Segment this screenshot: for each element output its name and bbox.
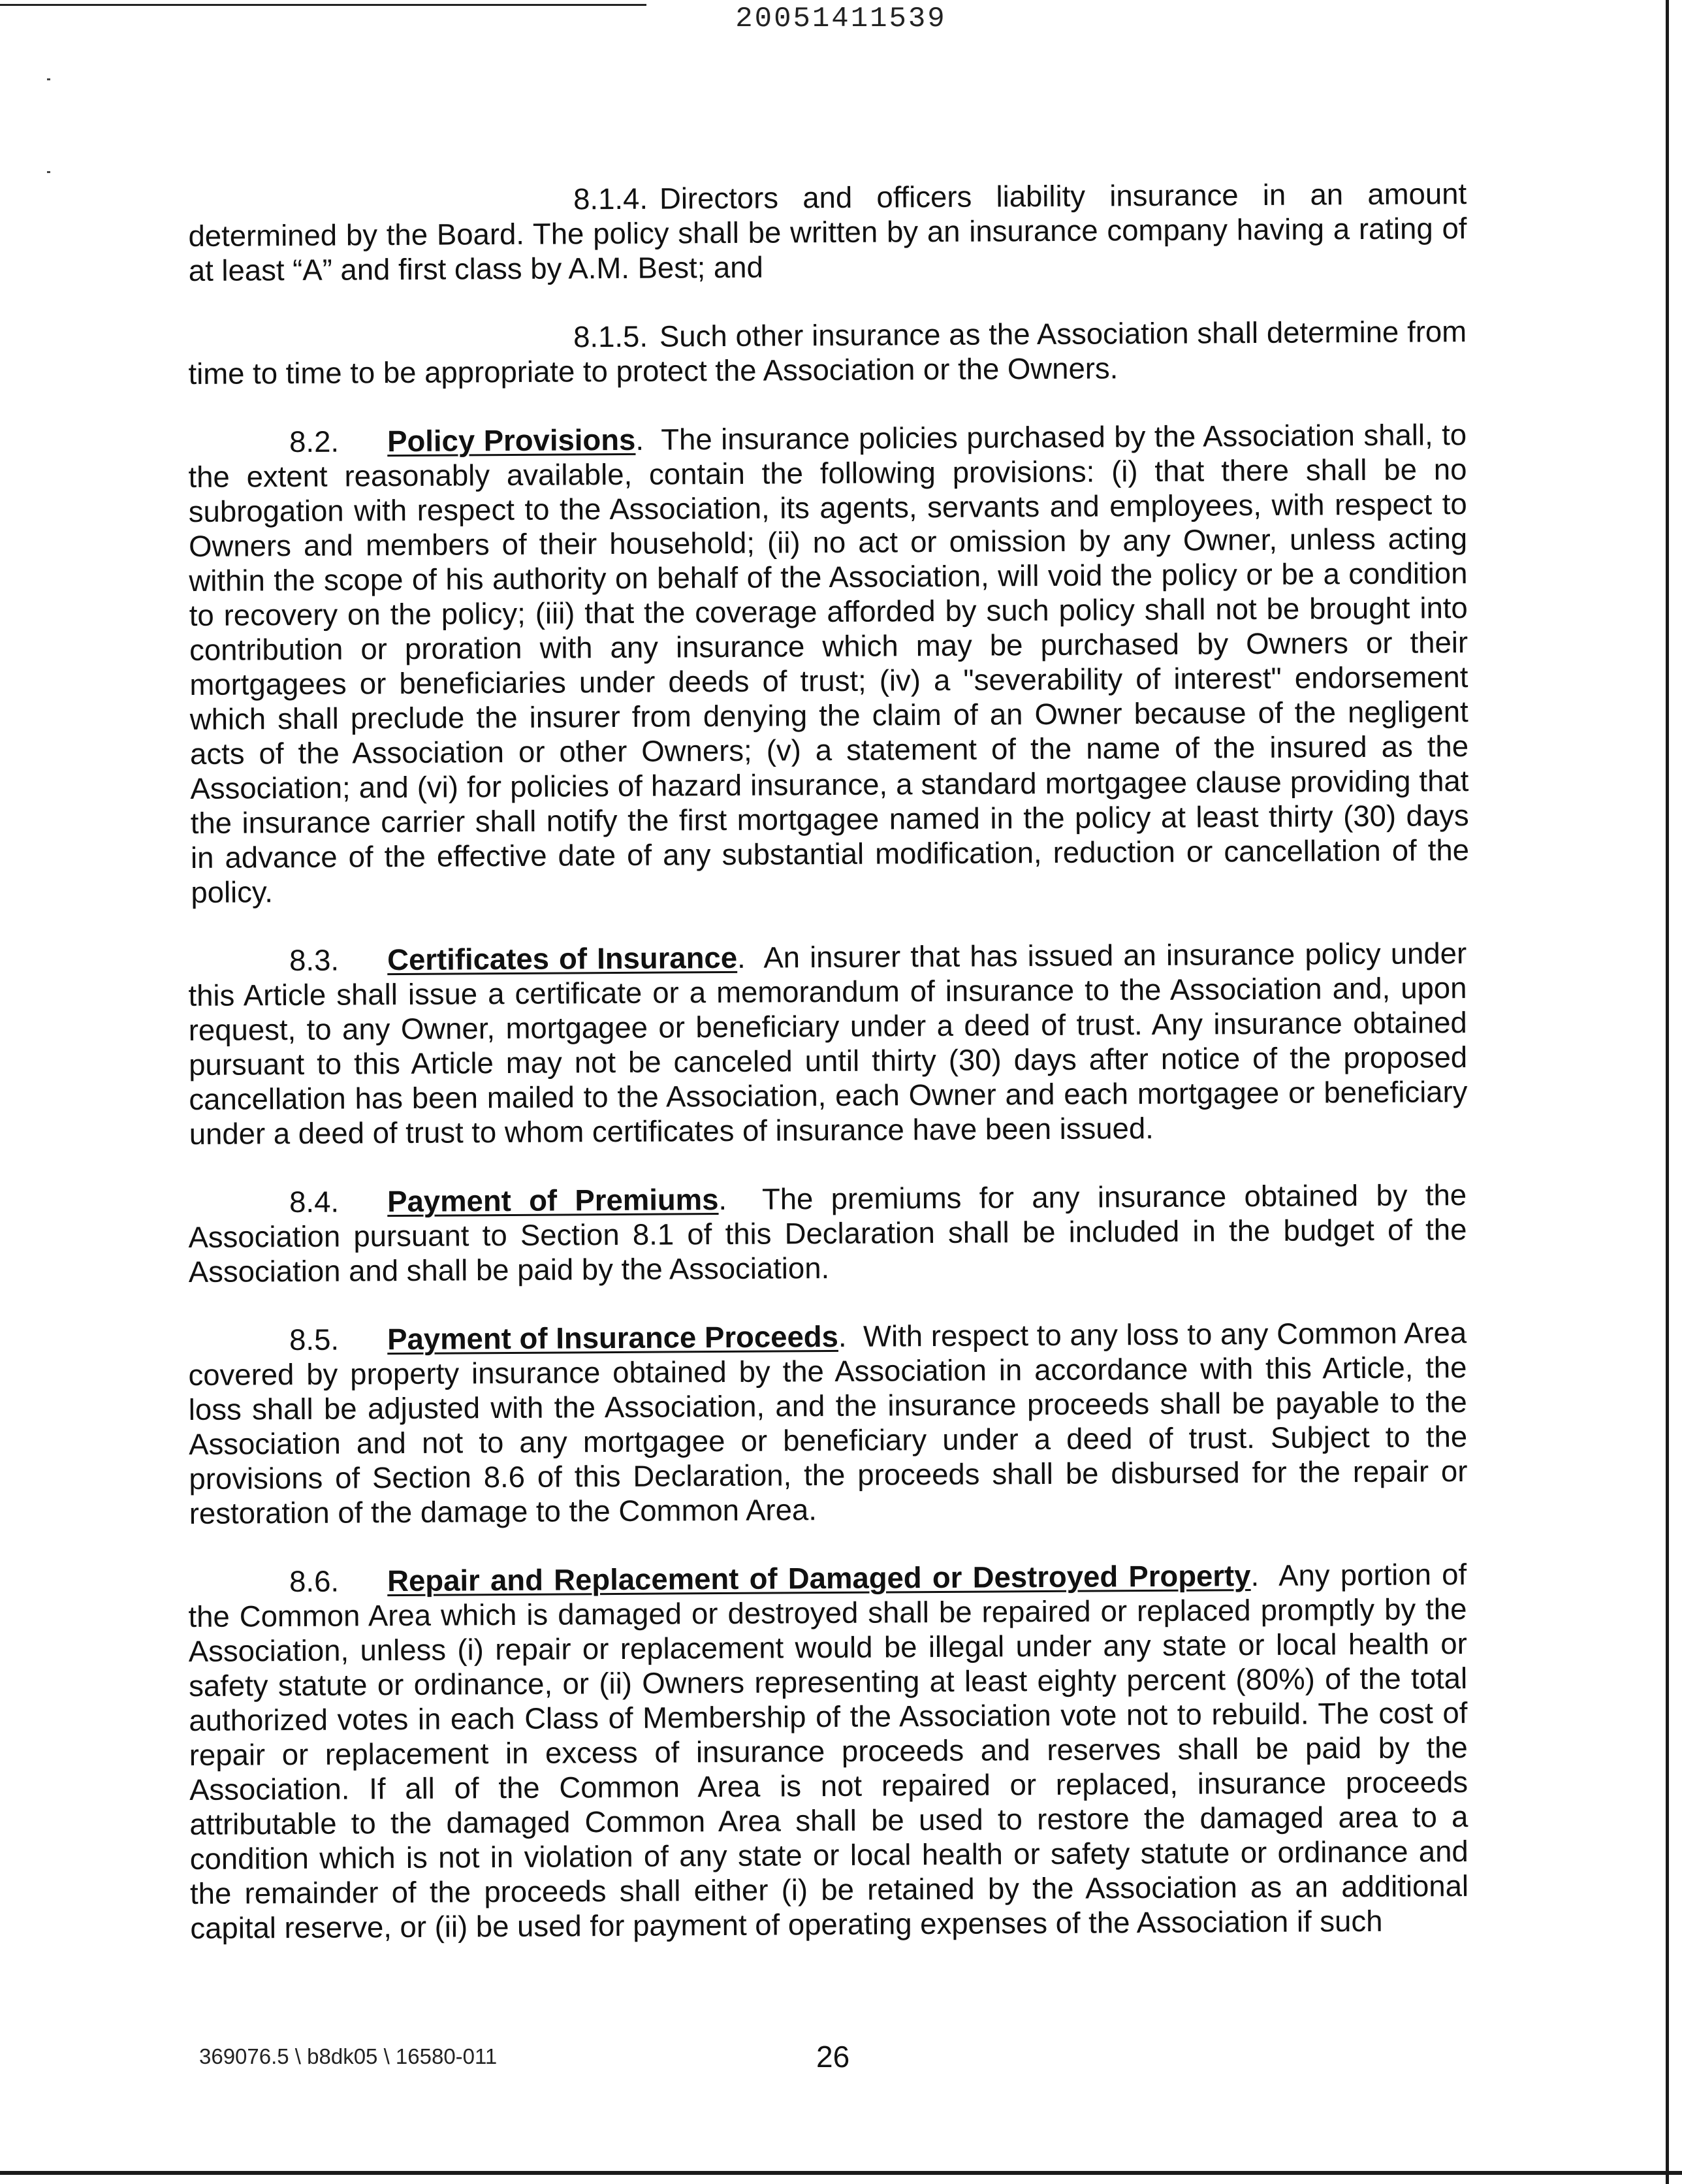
section-number: 8.6.: [289, 1564, 340, 1599]
paragraph-8-1-5: [188, 314, 1467, 391]
scan-speck: [47, 78, 50, 80]
section-8-4: 8.4. Payment of Premiums. The premiums for any insurance obtained by the Association pursuant to Section 8.1 of this Declaration shall be included in the budget of the Association and shall be paid by the Association.: [188, 1178, 1467, 1289]
section-8-3: 8.3. Certificates of Insurance. An insurer that has issued an insurance policy under this Article shall issue a certificate or a memorandum of insurance to the Association and, upon request, to any Owner, mortgagee or beneficiary under a deed of trust. Any insurance obtained pursuant to this Article may not be canceled until thirty (30) days after notice of the proposed cancellation has been mailed to the Association, each Owner and each mortgagee or beneficiary under a deed of trust to whom certificates of insurance have been issued.: [188, 937, 1468, 1151]
bottom-scan-edge: [0, 2171, 1682, 2175]
page-number: 26: [816, 2040, 850, 2074]
section-text: The insurance policies purchased by the Association shall, to the extent reasonably available, contain the following provisions: (i) that there shall be no subrogation with respect to the Association, its agents, servants and employees, with respect to Owners and members of their household; (ii) no act or omission by any Owner, unless acting within the scope of his authority on behalf of the Association, will void the policy or be a condition to recovery on the policy; (iii) that the coverage afforded by such policy shall not be brought into contribution or proration with any insurance which may be purchased by Owners or their mortgagees or beneficiaries under deeds of trust; (iv) a "severability of interest" endorsement which shall preclude the insurer from denying the claim of an Owner because of the negligent acts of the Association or other Owners; (v) a statement of the name of the insured as the Association; and (vi) for policies of hazard insurance, a standard mortgagee clause providing that the insurance carrier shall notify the first mortgagee named in the policy at least thirty (30) days in advance of the effective date of any substantial modification, reduction or cancellation of the policy.: [188, 418, 1470, 909]
document-body: [188, 177, 1470, 1980]
section-number: 8.4.: [289, 1185, 340, 1219]
scan-speck: [47, 171, 50, 173]
paragraph-text: Directors and officers liability insurance in an amount determined by the Board. The policy shall be written by an insurance company having a rating of at least “A” and first class by A.M. Best; and: [188, 177, 1467, 287]
section-text: With respect to any loss to any Common Area covered by property insurance obtained by the Association in accordance with this Article, the loss shall be adjusted with the Association, and the insurance proceeds shall be payable to the Association and not to any mortgagee or beneficiary under a deed of trust. Subject to the provisions of Section 8.6 of this Declaration, the proceeds shall be disbursed for the repair or restoration of the damage to the Common Area.: [188, 1316, 1468, 1530]
right-scan-edge: [1666, 0, 1669, 2184]
section-heading: Policy Provisions: [387, 423, 636, 458]
paragraph-number: 8.1.4.: [573, 182, 648, 216]
section-8-2: 8.2. Policy Provisions. The insurance policies purchased by the Association shall, to the extent reasonably available, contain the following provisions: (i) that there shall be no subrogation with respect to the Association, its agents, servants and employees, with respect to Owners and members of their household; (ii) no act or omission by any Owner, unless acting within the scope of his authority on behalf of the Association, will void the policy or be a condition to recovery on the policy; (iii) that the coverage afforded by such policy shall not be brought into contribution or proration with any insurance which may be purchased by Owners or their mortgagees or beneficiaries under deeds of trust; (iv) a "severability of interest" endorsement which shall preclude the insurer from denying the claim of an Owner because of the negligent acts of the Association or other Owners; (v) a statement of the name of the insured as the Association; and (vi) for policies of hazard insurance, a standard mortgagee clause providing that the insurance carrier shall notify the first mortgagee named in the policy at least thirty (30) days in advance of the effective date of any substantial modification, reduction or cancellation of the policy.: [188, 418, 1470, 909]
paragraph-number: 8.1.5.: [573, 319, 648, 354]
paragraph-8-1-4: [188, 176, 1467, 288]
section-number: 8.3.: [289, 943, 340, 978]
section-text: Any portion of the Common Area which is damaged or destroyed shall be repaired or replaced promptly by the Association, unless (i) repair or replacement would be illegal under any state or local health or safety statute or ordinance, or (ii) Owners representing at least eighty percent (80%) of the total authorized votes in each Class of Membership of the Association vote not to rebuild. The cost of repair or replacement in excess of insurance proceeds and reserves shall be paid by the Association. If all of the Common Area is not repaired or replaced, insurance proceeds attributable to the damaged Common Area shall be used to restore the damaged area to a condition which is not in violation of any state or local health or safety statute or ordinance and the remainder of the proceeds shall either (i) be retained by the Association as an additional capital reserve, or (ii) be used for payment of operating expenses of the Association if such: [188, 1558, 1469, 1945]
document-id-stamp: 20051411539: [735, 3, 947, 35]
section-number: 8.2.: [289, 425, 340, 459]
section-number: 8.5.: [289, 1323, 340, 1357]
section-heading: Payment of Insurance Proceeds: [387, 1319, 839, 1357]
section-text: An insurer that has issued an insurance policy under this Article shall issue a certificate or a memorandum of insurance to the Association and, upon request, to any Owner, mortgagee or beneficiary under a deed of trust. Any insurance obtained pursuant to this Article may not be canceled until thirty (30) days after notice of the proposed cancellation has been mailed to the Association, each Owner and each mortgagee or beneficiary under a deed of trust to whom certificates of insurance have been issued.: [188, 937, 1468, 1151]
section-heading: Payment of Premiums: [387, 1183, 719, 1219]
footer-document-reference: 369076.5 \ b8dk05 \ 16580-011: [199, 2044, 498, 2068]
section-text: The premiums for any insurance obtained by the Association pursuant to Section 8.1 of this Declaration shall be included in the budget of the Association and shall be paid by the Association.: [188, 1178, 1467, 1289]
section-heading: Certificates of Insurance: [387, 940, 738, 977]
section-8-5: 8.5. Payment of Insurance Proceeds. With respect to any loss to any Common Area covered by property insurance obtained by the Association in accordance with this Article, the loss shall be adjusted with the Association, and the insurance proceeds shall be payable to the Association and not to any mortgagee or beneficiary under a deed of trust. Subject to the provisions of Section 8.6 of this Declaration, the proceeds shall be disbursed for the repair or restoration of the damage to the Common Area.: [188, 1316, 1468, 1530]
section-heading: Repair and Replacement of Damaged or Destroyed Property: [387, 1559, 1251, 1598]
section-8-6: 8.6. Repair and Replacement of Damaged or Destroyed Property. Any portion of the Common Area which is damaged or destroyed shall be repaired or replaced promptly by the Association, unless (i) repair or replacement would be illegal under any state or local health or safety statute or ordinance, or (ii) Owners representing at least eighty percent (80%) of the total authorized votes in each Class of Membership of the Association vote not to rebuild. The cost of repair or replacement in excess of insurance proceeds and reserves shall be paid by the Association. If all of the Common Area is not repaired or replaced, insurance proceeds attributable to the damaged Common Area shall be used to restore the damaged area to a condition which is not in violation of any state or local health or safety statute or ordinance and the remainder of the proceeds shall either (i) be retained by the Association as an additional capital reserve, or (ii) be used for payment of operating expenses of the Association if such: [188, 1558, 1469, 1945]
paragraph-text: Such other insurance as the Association shall determine from time to time to be appropriate to protect the Association or the Owners.: [188, 315, 1467, 391]
